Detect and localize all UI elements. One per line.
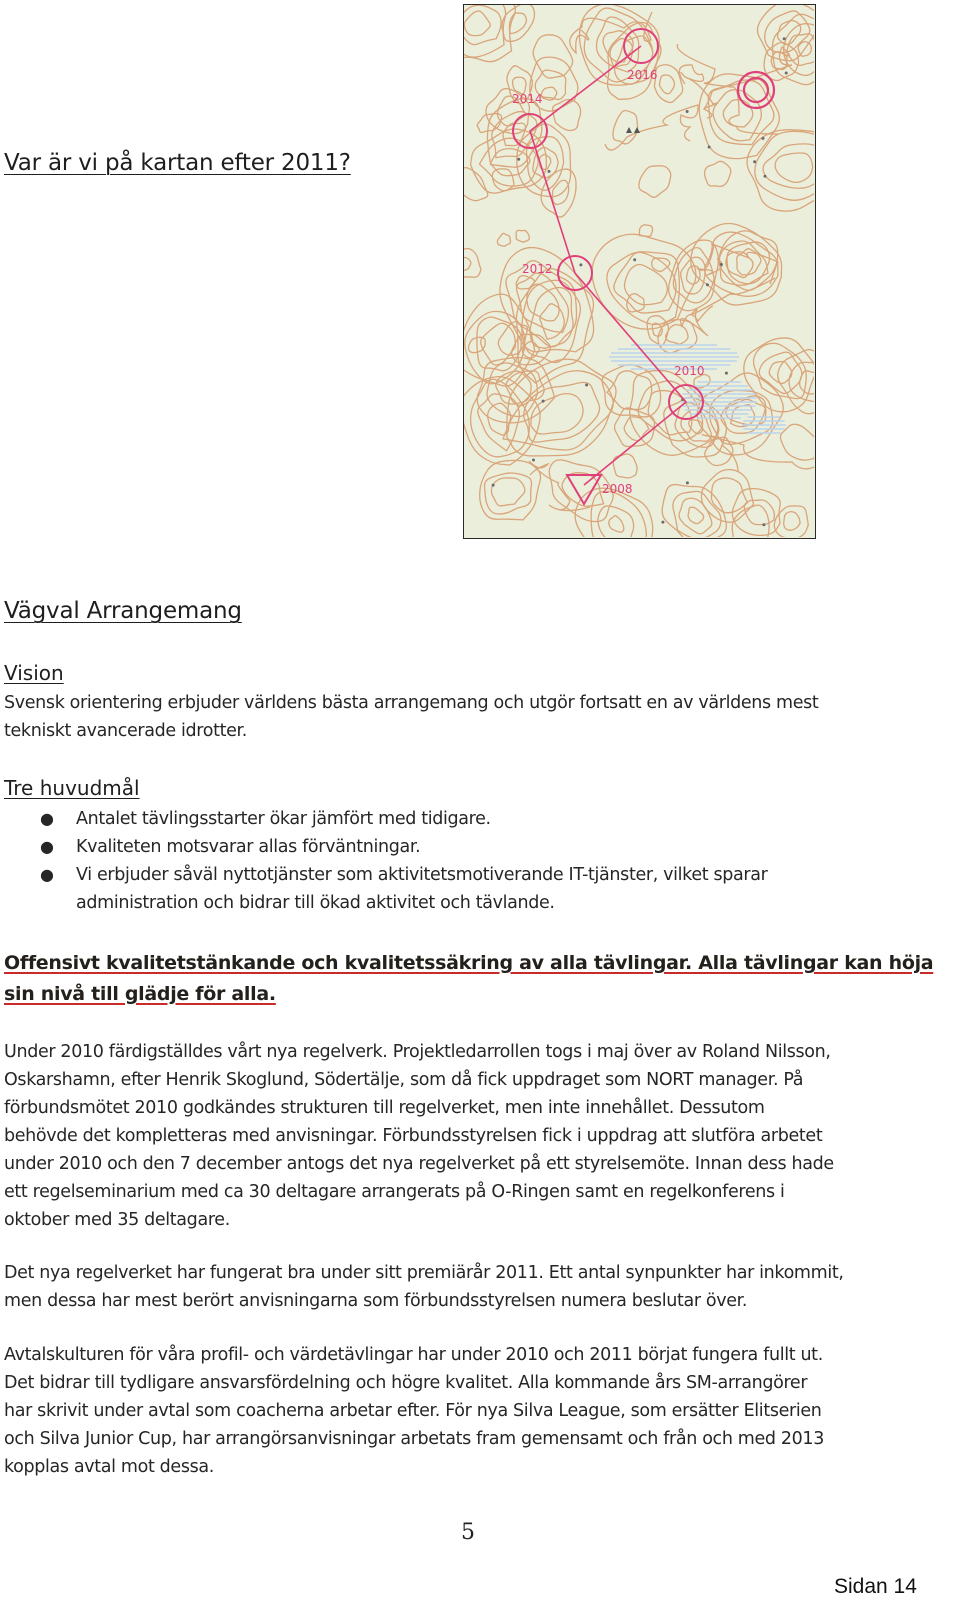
paragraph-line: under 2010 och den 7 december antogs det nya regelverket på ett styrelsemöte. Innan dess hade <box>4 1154 834 1174</box>
boulder-dot <box>532 459 535 462</box>
boulder-dot <box>492 484 495 487</box>
offensive-statement <box>4 948 933 1010</box>
paragraph-line: behövde det kompletteras med anvisningar. Förbundsstyrelsen fick i uppdrag att slutföra arbetet <box>4 1126 823 1146</box>
map-paper <box>464 5 814 537</box>
paragraph-premiar <box>4 1259 844 1315</box>
orienteering-map-figure <box>463 4 816 539</box>
offensive-line: Offensivt kvalitetstänkande och kvalitetssäkring av alla tävlingar. Alla tävlingar kan höja <box>4 952 934 974</box>
bullet-icon: ● <box>40 837 54 856</box>
vision-text <box>4 689 818 745</box>
paragraph-line: har skrivit under avtal som coacherna arbetar efter. För nya Silva League, som ersätter Elitserien <box>4 1401 822 1421</box>
paragraph-line: Under 2010 färdigställdes vårt nya regelverk. Projektledarrollen togs i maj över av Roland Nilsson, <box>4 1042 831 1062</box>
boulder-dot <box>517 158 520 161</box>
paragraph-avtal <box>4 1341 824 1481</box>
boulder-dot <box>661 521 664 524</box>
boulder-dot <box>764 175 767 178</box>
year-label: 2008 <box>602 482 633 496</box>
main-heading: Vägval Arrangemang <box>4 598 242 624</box>
paragraph-line: Oskarshamn, efter Henrik Skoglund, Södertälje, som då fick uppdraget som NORT manager. På <box>4 1070 804 1090</box>
year-label: 2010 <box>674 364 705 378</box>
page-number: 5 <box>461 1520 475 1545</box>
boulder-dot <box>548 170 551 173</box>
year-label: 2014 <box>512 92 543 106</box>
boulder-dot <box>725 372 728 375</box>
list-item <box>0 833 767 861</box>
boulder-dot <box>785 72 788 75</box>
boulder-dot <box>686 110 689 113</box>
footer-page-label: Sidan 14 <box>834 1575 917 1598</box>
paragraph-regelverk <box>4 1038 834 1234</box>
paragraph-line: Det bidrar till tydligare ansvarsfördelning och högre kvalitet. Alla kommande års SM-arrangörer <box>4 1373 808 1393</box>
goals-title: Tre huvudmål <box>4 776 140 800</box>
bullet-icon: ● <box>40 865 54 884</box>
goal-text: Kvaliteten motsvarar allas förväntningar. <box>76 837 421 857</box>
goal-text: Vi erbjuder såväl nyttotjänster som aktivitetsmotiverande IT-tjänster, vilket sparar <box>76 865 768 885</box>
bullet-icon: ● <box>40 809 54 828</box>
boulder-dot <box>633 258 636 261</box>
vision-line: tekniskt avancerade idrotter. <box>4 721 248 741</box>
paragraph-line: men dessa har mest berört anvisningarna som förbundsstyrelsen numera beslutar över. <box>4 1291 748 1311</box>
goal-text: administration och bidrar till ökad aktivitet och tävlande. <box>76 893 555 913</box>
goals-list <box>0 805 767 917</box>
boulder-dot <box>686 481 689 484</box>
paragraph-line: Avtalskulturen för våra profil- och värdetävlingar har under 2010 och 2011 börjat fungera fullt ut. <box>4 1345 823 1365</box>
offensive-line: sin nivå till glädje för alla. <box>4 983 276 1005</box>
paragraph-line: kopplas avtal mot dessa. <box>4 1457 214 1477</box>
map-heading: Var är vi på kartan efter 2011? <box>4 150 351 176</box>
boulder-dot <box>762 523 765 526</box>
paragraph-line: Det nya regelverket har fungerat bra under sitt premiärår 2011. Ett antal synpunkter har inkommit, <box>4 1263 844 1283</box>
paragraph-line: oktober med 35 deltagare. <box>4 1210 230 1230</box>
year-label: 2012 <box>522 262 553 276</box>
boulder-dot <box>706 283 709 286</box>
boulder-dot <box>708 146 711 149</box>
boulder-dot <box>720 263 723 266</box>
boulder-dot <box>542 400 545 403</box>
list-item <box>0 805 767 833</box>
boulder-dot <box>762 137 765 140</box>
boulder-dot <box>753 160 756 163</box>
boulder-dot <box>585 384 588 387</box>
paragraph-line: förbundsmötet 2010 godkändes strukturen till regelverket, men inte innehållet. Dessutom <box>4 1098 765 1118</box>
year-label: 2016 <box>627 68 658 82</box>
paragraph-line: ett regelseminarium med ca 30 deltagare arrangerats på O-Ringen samt en regelkonferens i <box>4 1182 785 1202</box>
paragraph-line: och Silva Junior Cup, har arrangörsanvisningar arbetats fram gemensamt och från och med 2013 <box>4 1429 825 1449</box>
boulder-dot <box>579 263 582 266</box>
vision-line: Svensk orientering erbjuder världens bästa arrangemang och utgör fortsatt en av världens mest <box>4 693 819 713</box>
boulder-dot <box>783 37 786 40</box>
goal-text: Antalet tävlingsstarter ökar jämfört med tidigare. <box>76 809 491 829</box>
vision-title: Vision <box>4 661 64 685</box>
list-item <box>0 861 767 917</box>
orienteering-map <box>464 5 814 537</box>
